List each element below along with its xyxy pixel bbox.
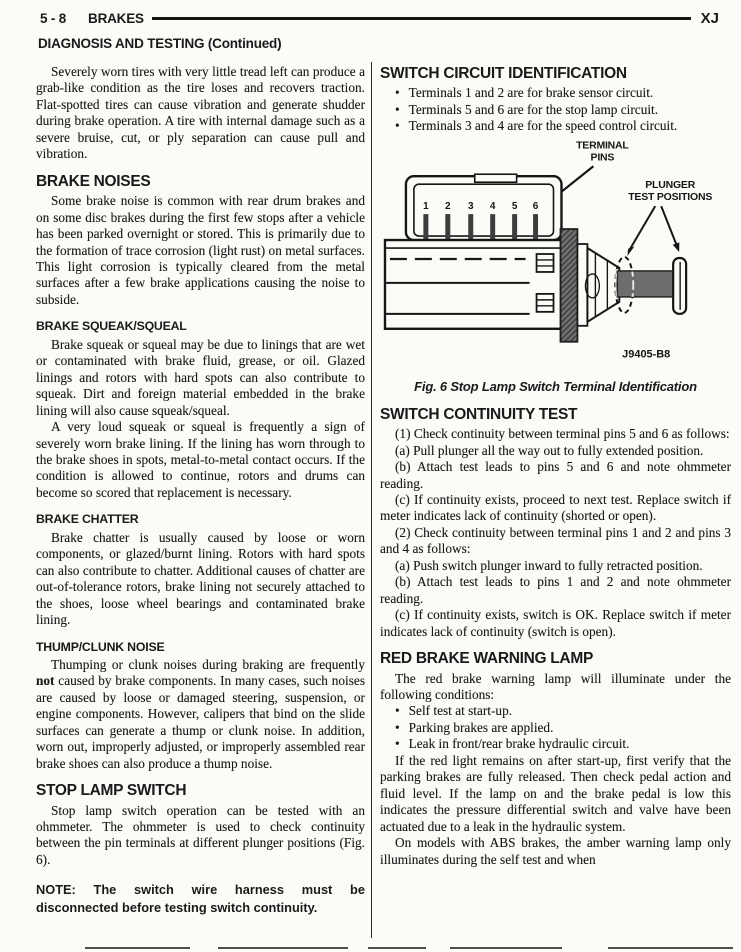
- pin-number-4: 4: [489, 200, 496, 212]
- bullet-icon: •: [395, 736, 400, 752]
- circuit-bullet-2: [380, 102, 731, 118]
- plunger-label-line1: PLUNGER: [645, 180, 696, 192]
- circuit-bullet-1-text: Terminals 1 and 2 are for brake sensor circuit.: [408, 85, 654, 101]
- stop-lamp-switch-diagram: [380, 136, 731, 374]
- pin-number-3: 3: [467, 200, 474, 212]
- plunger-label-line2: TEST POSITIONS: [628, 191, 713, 203]
- terminal-pins-label-line2: PINS: [590, 152, 615, 164]
- scan-artifact-dash: [85, 947, 190, 950]
- brake-chatter-paragraph: Brake chatter is usually caused by loose or worn components, or glazed/burnt lining. Rotors with hard spots can also contribute to chatter. Additional causes of chatter are out-of-tolerance rotors, brake lining not securely attached to the shoes, loose wheel bearings and contaminated brake lining.: [36, 529, 365, 628]
- page-header: [40, 10, 719, 27]
- pin-number-5: 5: [511, 200, 518, 212]
- warning-lamp-paragraph-2: If the red light remains on after start-up, first verify that the parking brakes are fully released. Then check pedal action and fluid level. If the lamp on and the brake pedal is low this indicates the pressure differential switch and valve have been actuated due to a leak in the hydraulic system.: [380, 752, 731, 834]
- pin-number-2: 2: [445, 200, 451, 212]
- brake-noises-paragraph: Some brake noise is common with rear drum brakes and on some disc brakes during the first few stops after a vehicle has been parked overnight or stored. This is primarily due to the formation of trace corrosion (light rust) on metal surfaces. This light corrosion is typically cleared from the metal surfaces after a few brake applications causing the noise to subside.: [36, 193, 365, 307]
- column-divider: [371, 62, 372, 938]
- heading-brake-squeak: BRAKE SQUEAK/SQUEAL: [36, 319, 187, 334]
- connector-top-tab: [475, 174, 517, 182]
- scan-artifact-dash: [218, 947, 348, 950]
- heading-red-brake-warning-lamp: RED BRAKE WARNING LAMP: [380, 650, 593, 668]
- continuity-step: (1) Check continuity between terminal pins 5 and 6 as follows:: [395, 426, 730, 442]
- thump-clunk-paragraph: [36, 657, 365, 772]
- left-column: [36, 64, 365, 929]
- warning-lamp-bullet-1: [380, 703, 731, 719]
- plunger-leader-left: [628, 206, 655, 252]
- continued-heading: DIAGNOSIS AND TESTING (Continued): [38, 36, 282, 51]
- bullet-icon: •: [395, 101, 400, 117]
- heading-switch-circuit-id: SWITCH CIRCUIT IDENTIFICATION: [380, 65, 627, 82]
- page-number: 5 - 8: [40, 11, 67, 26]
- bullet-icon: •: [395, 719, 400, 735]
- figure-part-code: J9405-B8: [622, 348, 671, 361]
- circuit-bullet-1: [380, 85, 731, 101]
- heading-stop-lamp-switch: STOP LAMP SWITCH: [36, 782, 187, 800]
- scan-artifact-dash: [450, 947, 562, 950]
- pin-number-1: 1: [423, 200, 429, 212]
- model-code: XJ: [700, 10, 719, 27]
- continuity-step: (c) If continuity exists, switch is OK. Replace switch if meter indicates lack of continuity (switch is open).: [380, 607, 731, 639]
- scan-artifact-dash: [608, 947, 733, 950]
- circuit-bullet-3-text: Terminals 3 and 4 are for the speed control circuit.: [408, 118, 678, 134]
- warning-lamp-paragraph-1: The red brake warning lamp will illuminate under the following conditions:: [380, 670, 731, 702]
- thump-text-end: caused by brake components. In many cases, such noises are caused by loose or damaged steering, suspension, or engine components. However, calipers that bind on the slide surfaces can generate a thump or clunk noise. In addition, worn out, improperly adjusted, or improperly assembled rear brake shoes can also produce a thump noise.: [36, 673, 365, 771]
- plunger-arrowhead-left: [627, 246, 634, 256]
- plunger-leader-right: [661, 206, 678, 249]
- continuity-step: (b) Attach test leads to pins 5 and 6 and note ohmmeter reading.: [380, 459, 731, 491]
- stop-lamp-paragraph: Stop lamp switch operation can be tested with an ohmmeter. The ohmmeter is used to check continuity between the pin terminals at different plunger positions (Fig. 6).: [36, 802, 365, 867]
- warning-lamp-bullet-2-text: Parking brakes are applied.: [408, 719, 554, 735]
- bullet-icon: •: [395, 703, 400, 719]
- brake-squeak-paragraph-2: A very loud squeak or squeal is frequently a sign of severely worn brake lining. If the lining has worn through to the brake shoes in spots, metal-to-metal contact occurs. If the condition is allowed to continue, rotors and drums can become so scored that replacement is necessary.: [36, 419, 365, 500]
- warning-lamp-bullet-3: [380, 736, 731, 752]
- bullet-icon: •: [395, 85, 400, 101]
- continuity-step: (a) Pull plunger all the way out to fully extended position.: [395, 442, 704, 458]
- continuity-step: (2) Check continuity between terminal pins 1 and 2 and pins 3 and 4 as follows:: [380, 524, 731, 557]
- warning-lamp-paragraph-3: On models with ABS brakes, the amber warning lamp only illuminates during the self test and when: [380, 835, 731, 867]
- scan-artifact-dash: [368, 947, 426, 950]
- continuity-step: (b) Attach test leads to pins 1 and 2 and note ohmmeter reading.: [380, 574, 731, 606]
- warning-lamp-bullet-1-text: Self test at start-up.: [408, 703, 513, 719]
- heading-brake-noises: BRAKE NOISES: [36, 172, 151, 190]
- terminal-pins-label-line1: TERMINAL: [576, 140, 629, 152]
- header-rule: [152, 17, 691, 20]
- figure-caption: Fig. 6 Stop Lamp Switch Terminal Identification: [414, 379, 697, 395]
- circuit-bullet-2-text: Terminals 5 and 6 are for the stop lamp circuit.: [408, 101, 659, 117]
- heading-switch-continuity-test: SWITCH CONTINUITY TEST: [380, 405, 578, 423]
- plunger-shaft: [617, 271, 677, 297]
- figure-6: [380, 136, 731, 378]
- heading-thump-clunk: THUMP/CLUNK NOISE: [36, 639, 165, 654]
- circuit-bullet-3: [380, 118, 731, 134]
- warning-lamp-bullet-3-text: Leak in front/rear brake hydraulic circuit.: [408, 736, 630, 752]
- thump-text-start: Thumping or clunk noises during braking are frequently: [51, 656, 365, 672]
- bullet-icon: •: [395, 118, 400, 134]
- section-title: BRAKES: [88, 11, 144, 26]
- brake-squeak-paragraph-1: Brake squeak or squeal may be due to linings that are wet or contaminated with brake fluid, grease, or oil. Glazed linings and rotors with hard spots can also contribute to squeak. Dirt and foreign material embedded in the brake lining will also cause squeak/squeal.: [36, 336, 365, 418]
- warning-lamp-bullet-2: [380, 720, 731, 736]
- mounting-plate: [560, 229, 577, 342]
- stop-lamp-note: NOTE: The switch wire harness must be disconnected before testing switch continuity.: [36, 882, 365, 915]
- intro-paragraph: Severely worn tires with very little tread left can produce a grab-like condition as the tire loses and recovers traction. Flat-spotted tires can cause vibration and generate shudder during brake operation. A tire with internal damage such as a severe bruise, cut, or ply separation can cause pull and vibration.: [36, 64, 365, 162]
- thump-text-bold: not: [36, 673, 55, 689]
- continuity-step: (a) Push switch plunger inward to fully retracted position.: [395, 557, 703, 573]
- continuity-step: (c) If continuity exists, proceed to next test. Replace switch if meter indicates lack of continuity (shorted or open).: [380, 491, 731, 524]
- heading-brake-chatter: BRAKE CHATTER: [36, 512, 139, 527]
- plunger-arrowhead-right: [673, 242, 680, 252]
- right-column: [380, 64, 731, 868]
- pin-number-6: 6: [532, 200, 539, 212]
